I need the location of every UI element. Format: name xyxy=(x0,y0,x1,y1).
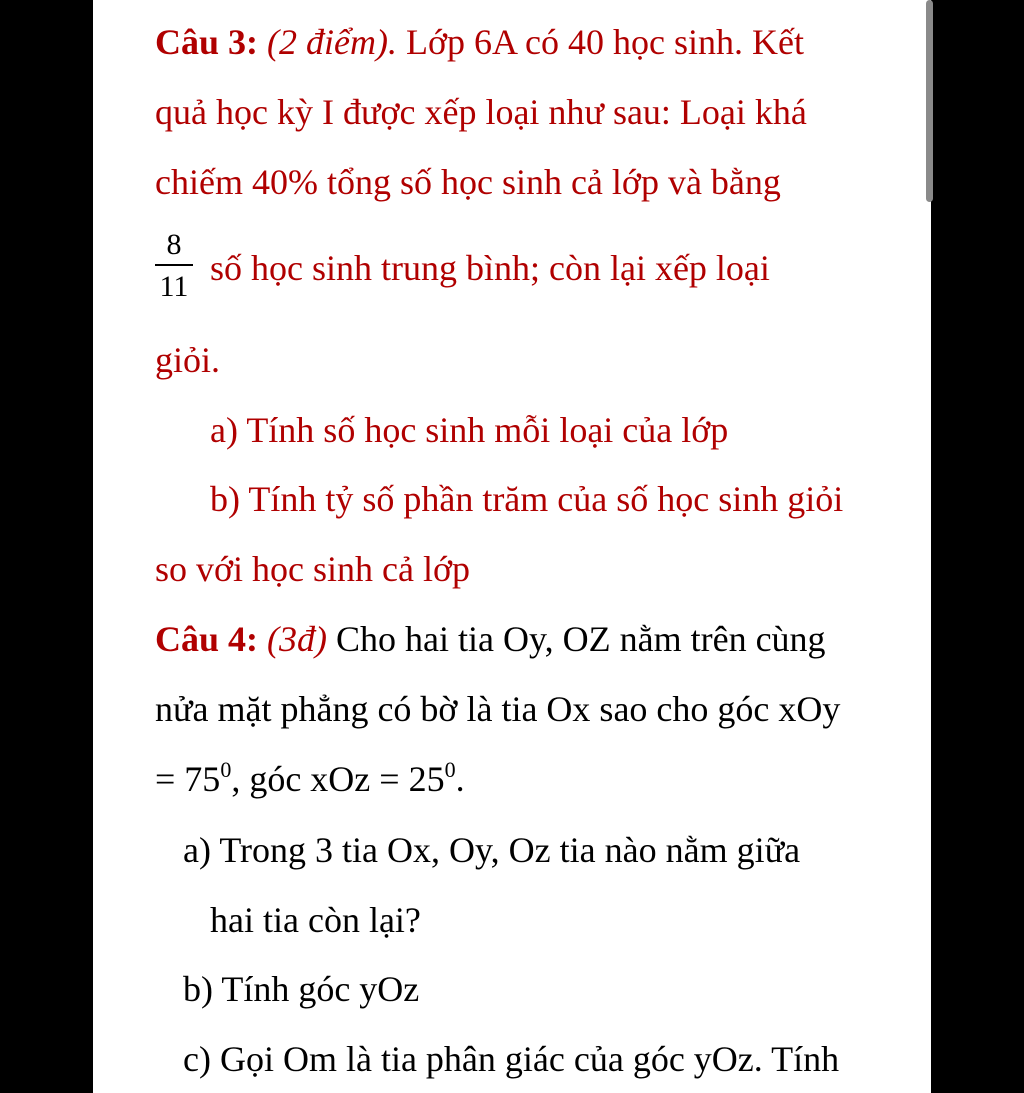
q4-part-b: b) Tính góc yOz xyxy=(183,969,420,1009)
q3-line-3: chiếm 40% tổng số học sinh cả lớp và bằng xyxy=(155,162,781,202)
q4-line-1-text: Cho hai tia Oy, OZ nằm trên cùng xyxy=(327,619,826,659)
degree-sup-2: 0 xyxy=(444,757,456,782)
q3-points: (2 điểm). xyxy=(267,22,397,62)
q3-line-2: quả học kỳ I được xếp loại như sau: Loại khá xyxy=(155,92,807,132)
q4-angle-xoy: = 75 xyxy=(155,759,221,799)
q4-line-3 xyxy=(155,759,465,799)
q4-part-a-line-1: a) Trong 3 tia Ox, Oy, Oz tia nào nằm giữa xyxy=(183,830,801,870)
fraction-numerator: 8 xyxy=(166,228,182,261)
q4-line-3-end: . xyxy=(455,759,465,799)
q4-line-2: nửa mặt phẳng có bờ là tia Ox sao cho góc xOy xyxy=(155,689,841,729)
q4-points: (3đ) xyxy=(267,619,327,659)
fraction-denominator: 11 xyxy=(159,270,189,303)
q3-line-1-text: Lớp 6A có 40 học sinh. Kết xyxy=(396,22,804,62)
fraction-8-11 xyxy=(155,228,193,304)
q3-line-5: giỏi. xyxy=(155,340,221,380)
q4-label: Câu 4: xyxy=(155,619,259,659)
q3-part-b-line-2: so với học sinh cả lớp xyxy=(155,549,471,589)
q3-part-a: a) Tính số học sinh mỗi loại của lớp xyxy=(210,410,729,450)
q4-part-c: c) Gọi Om là tia phân giác của góc yOz. Tính xyxy=(183,1039,840,1079)
q3-part-b-line-1: b) Tính tỷ số phần trăm của số học sinh giỏi xyxy=(210,479,844,519)
q3-line-1 xyxy=(155,22,804,62)
q4-angle-xoz: , góc xOz = 25 xyxy=(231,759,445,799)
q4-line-1 xyxy=(155,619,826,659)
q4-part-a-line-2: hai tia còn lại? xyxy=(210,900,421,940)
scrollbar[interactable] xyxy=(926,0,933,202)
q3-line-4: số học sinh trung bình; còn lại xếp loại xyxy=(210,248,770,288)
fraction-bar xyxy=(155,264,193,266)
degree-sup-1: 0 xyxy=(220,757,232,782)
q3-label: Câu 3: xyxy=(155,22,259,62)
